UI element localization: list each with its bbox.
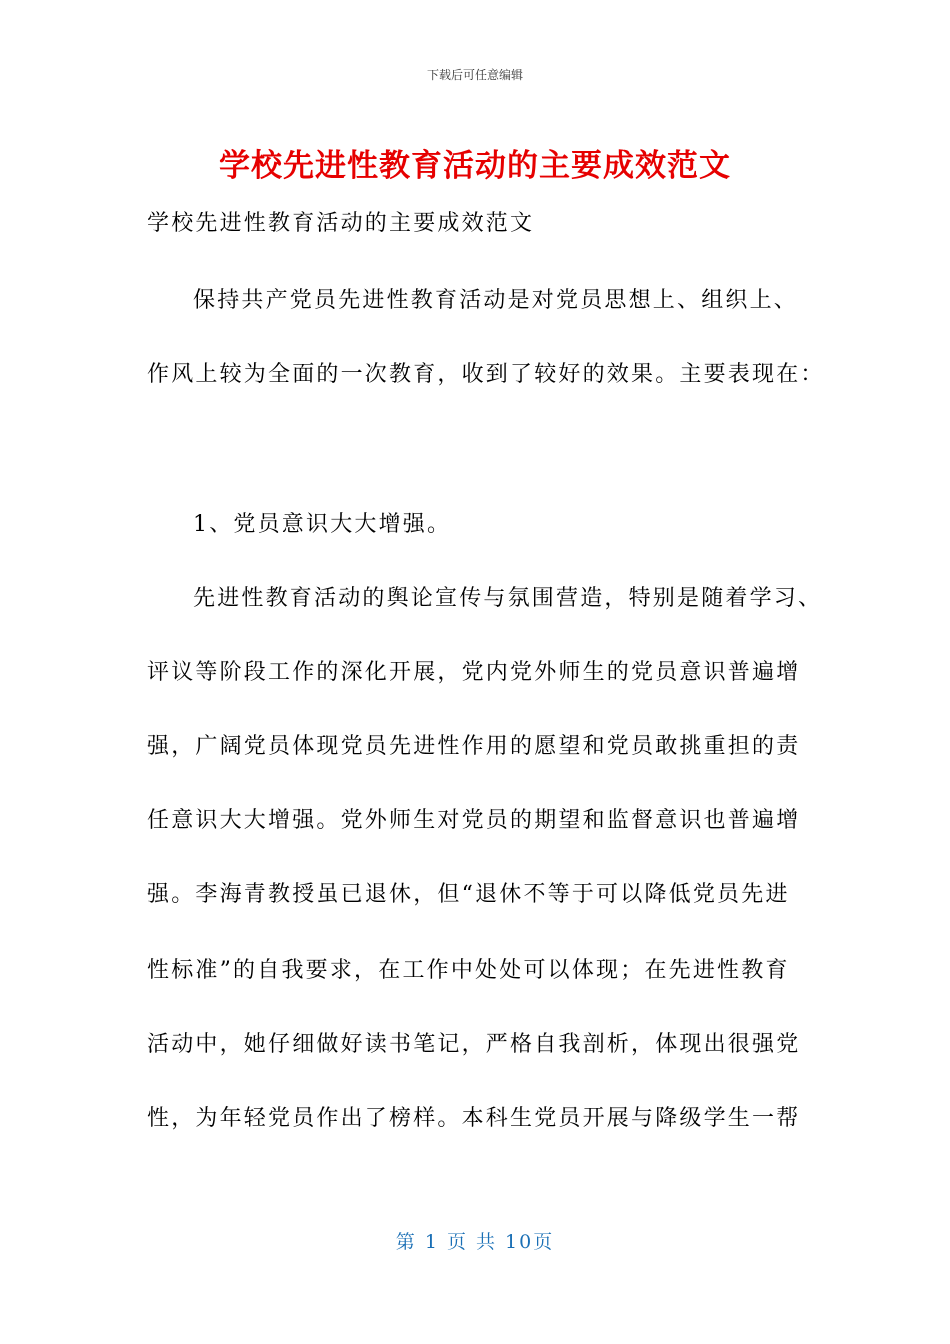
paragraph-line: 性标准”的自我要求，在工作中处处可以体现；在先进性教育: [147, 958, 790, 983]
paragraph-line: 评议等阶段工作的深化开展，党内党外师生的党员意识普遍增: [147, 660, 801, 685]
paragraph-line: 任意识大大增强。党外师生对党员的期望和监督意识也普遍增: [147, 808, 801, 833]
paragraph-line: 性，为年轻党员作出了榜样。本科生党员开展与降级学生一帮: [147, 1106, 801, 1131]
paragraph-line: 作风上较为全面的一次教育，收到了较好的效果。主要表现在：: [147, 362, 825, 387]
paragraph-line: 强，广阔党员体现党员先进性作用的愿望和党员敢挑重担的责: [147, 734, 801, 759]
header-note: 下载后可任意编辑: [426, 68, 523, 82]
subtitle-line: 学校先进性教育活动的主要成效范文: [147, 211, 535, 236]
paragraph-line: 强。李海青教授虽已退休，但“退休不等于可以降低党员先进: [147, 882, 790, 907]
paragraph-line: 活动中，她仔细做好读书笔记，严格自我剖析，体现出很强党: [147, 1032, 801, 1057]
paragraph-line: 保持共产党员先进性教育活动是对党员思想上、组织上、: [193, 288, 799, 313]
document-title: 学校先进性教育活动的主要成效范文: [219, 148, 731, 184]
page-footer: 第 1 页 共 10页: [395, 1231, 555, 1253]
section-heading: 1、党员意识大大增强。: [193, 512, 452, 537]
paragraph-line: 先进性教育活动的舆论宣传与氛围营造，特别是随着学习、: [193, 586, 823, 611]
